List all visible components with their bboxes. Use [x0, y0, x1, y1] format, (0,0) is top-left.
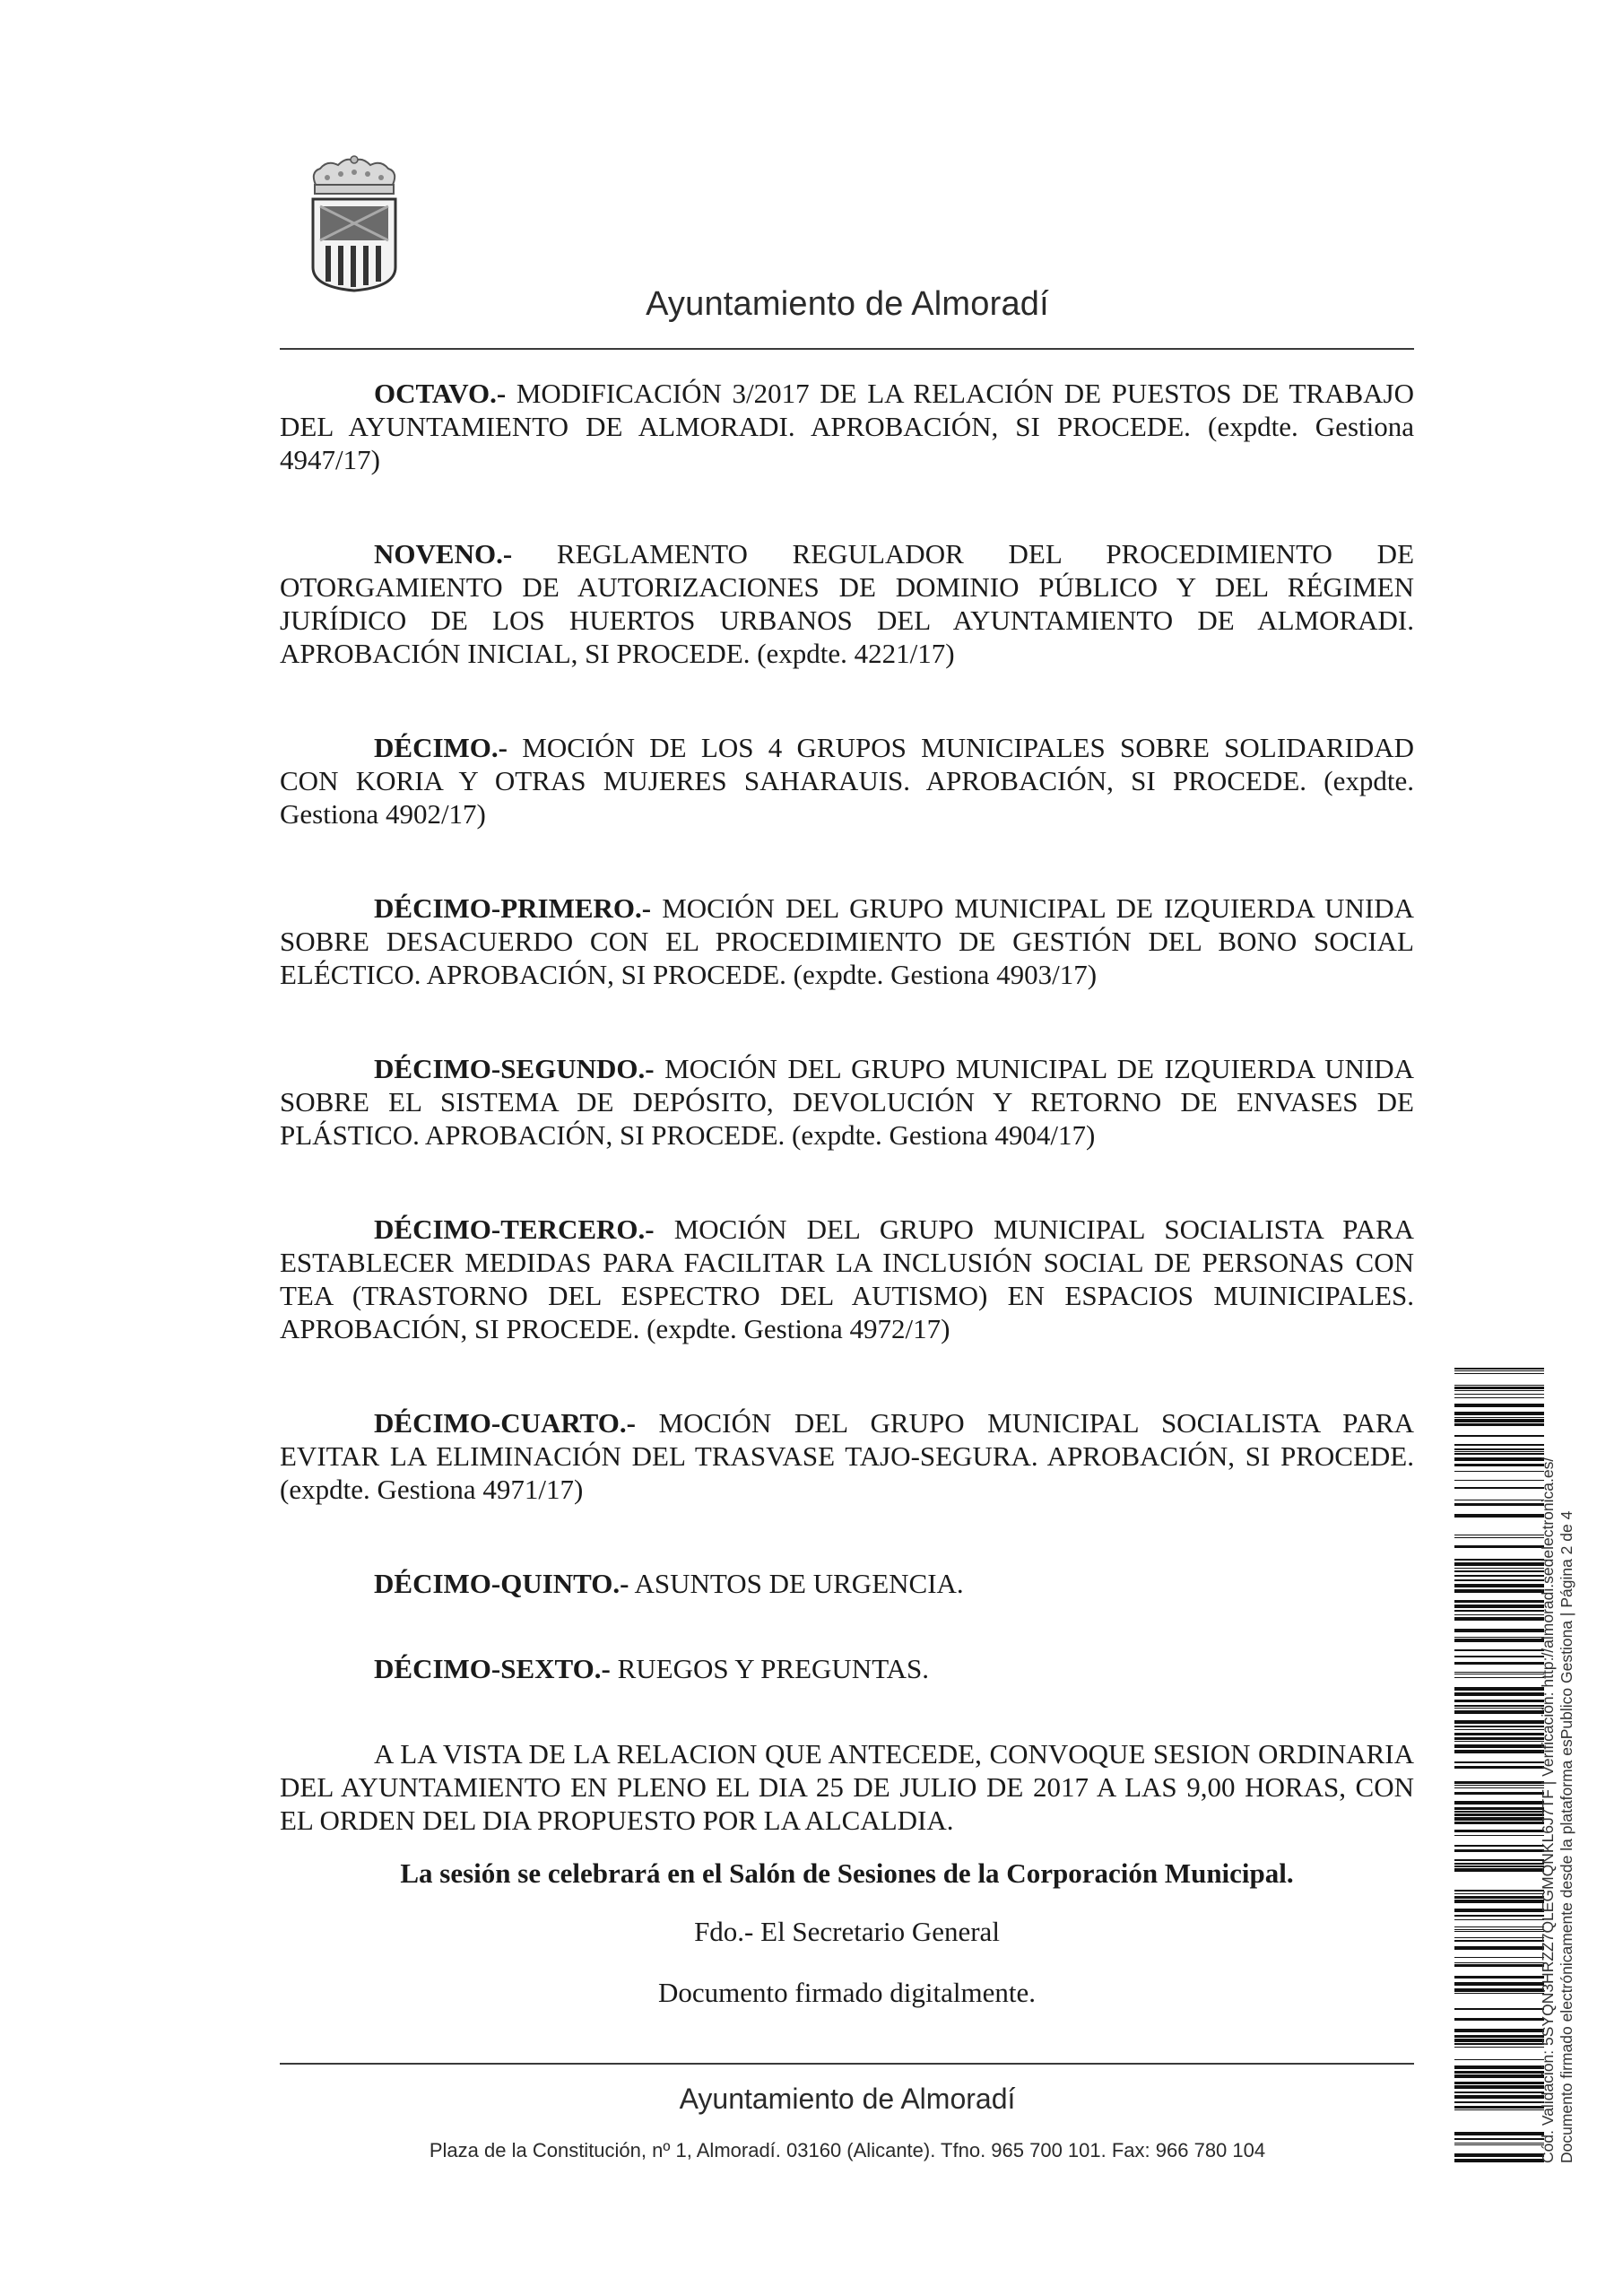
- agenda-item-heading: DÉCIMO-CUARTO.-: [374, 1407, 636, 1439]
- footer-address: Plaza de la Constitución, nº 1, Almoradí. 03160 (Alicante). Tfno. 965 700 101. Fax: 966 780 104: [429, 2139, 1266, 2161]
- digital-signature-note: Documento firmado digitalmente.: [658, 1977, 1036, 2008]
- agenda-item: [280, 537, 1414, 670]
- venue-note: La sesión se celebrará en el Salón de Sesiones de la Corporación Municipal.: [400, 1857, 1294, 1889]
- footer-title: Ayuntamiento de Almoradí: [679, 2083, 1016, 2115]
- agenda-item-heading: OCTAVO.-: [374, 378, 507, 409]
- agenda-item: [280, 1213, 1414, 1345]
- agenda-item-text: MOCIÓN DEL GRUPO MUNICIPAL DE IZQUIERDA UNIDA SOBRE DESACUERDO CON EL PROCEDIMIENTO DE GESTIÓN DEL BONO SOCIAL ELÉCTICO. APROBACIÓN, SI PROCEDE. (expdte. Gestiona 4903/17): [280, 892, 1415, 990]
- signature-line: Fdo.- El Secretario General: [694, 1916, 1000, 1947]
- agenda-item-heading: DÉCIMO-SEGUNDO.-: [374, 1053, 655, 1084]
- agenda-item-text: MOCIÓN DEL GRUPO MUNICIPAL SOCIALISTA PARA EVITAR LA ELIMINACIÓN DEL TRASVASE TAJO-SEGURA. APROBACIÓN, SI PROCEDE. (expdte. Gestiona 4971/17): [280, 1407, 1414, 1505]
- coat-of-arms-logo: [300, 152, 408, 296]
- agenda-item: [280, 377, 1414, 476]
- agenda-item-text: REGLAMENTO REGULADOR DEL PROCEDIMIENTO DE OTORGAMIENTO DE AUTORIZACIONES DE DOMINIO PÚBLICO Y DEL RÉGIMEN JURÍDICO DE LOS HUERTOS URBANOS DEL AYUNTAMIENTO DE ALMORADI. APROBACIÓN INICIAL, SI PROCEDE. (expdte. 4221/17): [280, 538, 1415, 669]
- agenda-item-heading: DÉCIMO-SEXTO.-: [374, 1653, 611, 1684]
- validation-strip: [1539, 1374, 1593, 2163]
- agenda-item-text: MOCIÓN DEL GRUPO MUNICIPAL DE IZQUIERDA UNIDA SOBRE EL SISTEMA DE DEPÓSITO, DEVOLUCIÓN Y RETORNO DE ENVASES DE PLÁSTICO. APROBACIÓN, SI PROCEDE. (expdte. Gestiona 4904/17): [280, 1053, 1414, 1151]
- validation-platform: Documento firmado electrónicamente desde la plataforma esPublico Gestiona | Página 2 de 4: [1558, 1510, 1575, 2163]
- closing-paragraph: [280, 1737, 1414, 1837]
- agenda-item: [280, 1052, 1414, 1152]
- closing-text: A LA VISTA DE LA RELACION QUE ANTECEDE, CONVOQUE SESION ORDINARIA DEL AYUNTAMIENTO EN PLENO EL DIA 25 DE JULIO DE 2017 A LAS 9,00 HORAS, CON EL ORDEN DEL DIA PROPUESTO POR LA ALCALDIA.: [280, 1738, 1414, 1836]
- agenda-item: [280, 1652, 1414, 1685]
- document-body: [280, 377, 1414, 2009]
- header-title: Ayuntamiento de Almoradí: [646, 285, 1049, 323]
- agenda-item-text: MODIFICACIÓN 3/2017 DE LA RELACIÓN DE PUESTOS DE TRABAJO DEL AYUNTAMIENTO DE ALMORADI. APROBACIÓN, SI PROCEDE. (expdte. Gestiona 4947/17): [280, 378, 1415, 475]
- agenda-item-text: MOCIÓN DE LOS 4 GRUPOS MUNICIPALES SOBRE SOLIDARIDAD CON KORIA Y OTRAS MUJERES SAHARAUIS. APROBACIÓN, SI PROCEDE. (expdte. Gestiona 4902/17): [280, 732, 1415, 830]
- footer-divider: [280, 2063, 1414, 2065]
- agenda-item-text: ASUNTOS DE URGENCIA.: [634, 1568, 964, 1599]
- agenda-item-heading: NOVENO.-: [374, 538, 513, 570]
- agenda-item-text: RUEGOS Y PREGUNTAS.: [617, 1653, 930, 1684]
- agenda-item: [280, 731, 1414, 831]
- agenda-item: [280, 1406, 1414, 1506]
- barcode: [1454, 1368, 1544, 2166]
- agenda-item: [280, 891, 1414, 991]
- agenda-item: [280, 1567, 1414, 1600]
- agenda-item-heading: DÉCIMO.-: [374, 732, 508, 763]
- agenda-item-heading: DÉCIMO-PRIMERO.-: [374, 892, 652, 924]
- agenda-item-heading: DÉCIMO-QUINTO.-: [374, 1568, 629, 1599]
- agenda-item-heading: DÉCIMO-TERCERO.-: [374, 1213, 655, 1245]
- agenda-item-text: MOCIÓN DEL GRUPO MUNICIPAL SOCIALISTA PARA ESTABLECER MEDIDAS PARA FACILITAR LA INCLUSIÓN SOCIAL DE PERSONAS CON TEA (TRASTORNO DEL ESPECTRO DEL AUTISMO) EN ESPACIOS MUINICIPALES. APROBACIÓN, SI PROCEDE. (expdte. Gestiona 4972/17): [280, 1213, 1415, 1344]
- header-divider: [280, 348, 1414, 350]
- validation-code: Cód. Validación: 5SYQN3HRZZ7QLEGMQNKL6J7TF | Verificación: http://almoradi.sedelectronica.es/: [1539, 1457, 1557, 2163]
